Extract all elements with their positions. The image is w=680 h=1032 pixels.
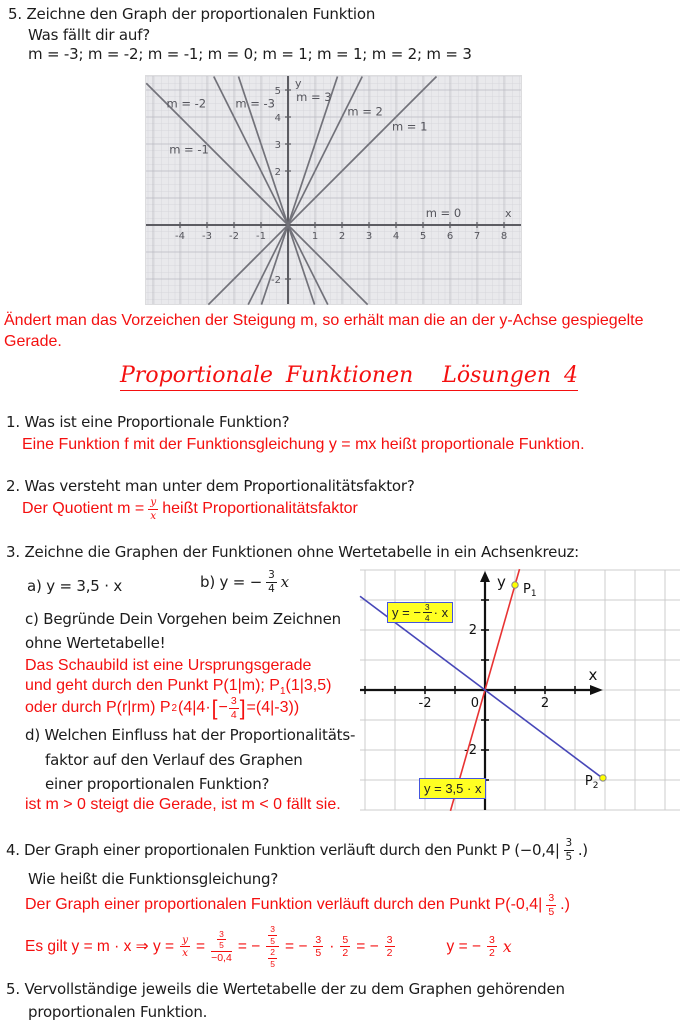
svg-text:5: 5 — [419, 231, 427, 242]
answer-1: Eine Funktion f mit der Funktionsgleichung y = mx heißt proportionale Funktion. — [22, 436, 585, 453]
svg-text:y: y — [497, 573, 506, 591]
svg-text:6: 6 — [446, 231, 454, 242]
svg-text:-3: -3 — [202, 231, 212, 242]
eq-frac-3-2: $\frac{3}{2}$ — [386, 933, 393, 959]
question-3: 3. Zeichne die Graphen der Funktionen ohne Wertetabelle in ein Achsenkreuz: — [6, 543, 580, 561]
svg-text:3: 3 — [274, 140, 281, 151]
eq-label1-post: · x — [433, 605, 449, 620]
q3b-post: x — [280, 573, 289, 591]
svg-text:-2: -2 — [418, 696, 432, 711]
answer-3c-line1: Das Schaubild ist eine Ursprungsgerade — [25, 657, 312, 674]
task5-line1: 5. Zeichne den Graph der proportionalen Funktion — [8, 5, 376, 23]
svg-text:3: 3 — [365, 231, 373, 242]
q3d-line1: d) Welchen Einfluss hat der Proportionalitäts- — [25, 726, 356, 744]
svg-text:-2: -2 — [464, 743, 477, 758]
svg-text:4: 4 — [392, 231, 400, 242]
note-mirror-rule: Ändert man das Vorzeichen der Steigung m, so erhält man die an der y-Achse gespiegelte Gerade. — [4, 312, 644, 350]
svg-text:-2: -2 — [229, 231, 239, 242]
svg-text:2: 2 — [338, 231, 346, 242]
q3b-function — [200, 570, 289, 594]
q3c-line2: ohne Wertetabelle! — [25, 634, 166, 652]
eq-sign-1: = — [196, 937, 206, 955]
question-4-line2: Wie heißt die Funktionsgleichung? — [28, 870, 279, 888]
answer-3c-line3-post: =(4|-3)) — [246, 699, 300, 716]
svg-text:-4: -4 — [175, 231, 185, 242]
answer-4-line1 — [25, 893, 570, 917]
svg-text:5: 5 — [274, 86, 281, 97]
svg-text:2: 2 — [468, 623, 477, 638]
eq-frac-y-x: $\frac{y}{x}$ — [182, 933, 189, 959]
eq-frac-3-5-top2: $\frac{3}{5}$ — [270, 924, 275, 946]
eq-label1-fraction: $\frac{3}{4}$ — [424, 601, 430, 623]
svg-text:m = 0: m = 0 — [425, 205, 462, 220]
eq-frac-3-5: $\frac{3}{5}$ — [315, 933, 322, 959]
question-2: 2. Was versteht man unter dem Proportionalitätsfaktor? — [6, 477, 415, 495]
eq-lead: Es gilt y = m · x ⇒ y = — [25, 938, 175, 955]
a4-pre: Der Graph einer proportionalen Funktion verläuft durch den Punkt P(-0,4| — [25, 896, 543, 913]
right-bracket: ] — [239, 696, 246, 720]
svg-text:7: 7 — [473, 231, 481, 242]
fraction-3-5-q: 3 5 — [565, 837, 572, 863]
eq-times-dot: · — [329, 937, 335, 955]
p1-subscript: 1 — [279, 686, 286, 698]
answer-2 — [22, 497, 358, 521]
title-left: Proportionale Funktionen — [120, 363, 414, 388]
eq-sign-2: = − — [237, 937, 261, 955]
svg-text:P1: $P_1$ — [523, 582, 537, 599]
svg-text:m = -3: m = -3 — [235, 96, 275, 111]
svg-text:4: 4 — [274, 113, 281, 124]
task5-line2: Was fällt dir auf? — [28, 26, 151, 44]
q3d-line2: faktor auf den Verlauf des Graphen — [45, 751, 303, 769]
eq-frac-5-2: $\frac{5}{2}$ — [342, 933, 349, 959]
p2-subscript: 2 — [171, 702, 178, 714]
slope-family-graph-svg — [146, 76, 521, 304]
answer-3c-line3-mid: (4|4· — [178, 699, 211, 716]
eq-label1-pre: y = − — [392, 605, 421, 620]
worksheet-title — [120, 363, 578, 391]
equation-label-35x — [419, 778, 486, 799]
svg-text:0: 0 — [470, 696, 479, 711]
svg-text:m = 2: m = 2 — [347, 104, 383, 119]
eq-sign-3: = − — [284, 937, 308, 955]
answer-3c-line2-post: (1|3,5) — [285, 677, 332, 694]
svg-text:1: 1 — [311, 231, 319, 242]
svg-text:x: x — [505, 207, 512, 220]
answer-3c-line3 — [25, 696, 299, 720]
question-1: 1. Was ist eine Proportionale Funktion? — [6, 413, 290, 431]
fraction-3-5-a: 3 5 — [548, 892, 555, 918]
answer-3c-line2-pre: und geht durch den Punkt P(1|m); P — [25, 677, 280, 694]
task5-slope-list: m = -3; m = -2; m = -1; m = 0; m = 1; m = 1; m = 2; m = 3 — [28, 45, 472, 63]
left-bracket: [ — [211, 696, 218, 720]
fraction-y-x: $\frac{y}{x}$ — [150, 496, 157, 522]
answer-4-equation — [25, 925, 512, 968]
slope-family-graph — [145, 75, 522, 305]
task5b-line2: proportionalen Funktion. — [28, 1003, 208, 1021]
svg-text:2: 2 — [540, 696, 550, 711]
eq-label2-text: y = 3,5 · x — [424, 781, 482, 796]
svg-text:-1: -1 — [256, 231, 266, 242]
svg-text:P2: $P_2$ — [584, 773, 599, 791]
q3d-line3: einer proportionalen Funktion? — [45, 775, 270, 793]
svg-text:8: 8 — [500, 231, 508, 242]
eq-result-frac-3-2: $\frac{3}{2}$ — [488, 933, 495, 959]
eq-result-lead: y = − — [446, 937, 481, 955]
q4-pre: 4. Der Graph einer proportionalen Funktion verläuft durch den Punkt P (−0,4| — [6, 841, 560, 859]
q4-post: .) — [577, 841, 588, 859]
svg-text:x: x — [588, 666, 598, 684]
answer-3d: ist m > 0 steigt die Gerade, ist m < 0 fällt sie. — [25, 796, 341, 813]
two-functions-graph — [360, 569, 680, 810]
eq-frac-2-5-bottom: $\frac{2}{5}$ — [270, 947, 275, 969]
task5b-line1: 5. Vervollständige jeweils die Wertetabelle der zu dem Graphen gehörenden — [6, 980, 565, 998]
eq-frac-nested-1: $\frac{\frac{3}{5}}{-0,4}$ — [211, 928, 232, 964]
fraction-3-4: $\frac{3}{4}$ — [268, 569, 275, 595]
answer-2-pre: Der Quotient m = — [22, 500, 145, 517]
svg-text:m = -1: m = -1 — [169, 142, 209, 157]
svg-text:m = 1: m = 1 — [391, 119, 428, 134]
svg-text:m = -2: m = -2 — [166, 96, 207, 111]
answer-2-post: heißt Proportionalitätsfaktor — [162, 500, 358, 517]
answer-3c-line2 — [25, 677, 331, 697]
a4-post: .) — [560, 896, 570, 913]
eq-result-x: x — [502, 937, 512, 956]
equation-label-neg34x — [387, 602, 453, 623]
title-right: Lösungen 4 — [442, 363, 578, 388]
q3a-function: a) y = 3,5 · x — [27, 577, 123, 595]
fraction-3-4-bracket: $\frac{3}{4}$ — [230, 695, 237, 721]
eq-frac-3-5-top: $\frac{3}{5}$ — [219, 928, 224, 951]
svg-text:-2: -2 — [271, 275, 281, 286]
minus-sign: − — [218, 699, 228, 716]
svg-text:m = 3: m = 3 — [296, 89, 332, 104]
svg-text:y: y — [295, 77, 302, 90]
question-4-line1 — [6, 838, 588, 862]
eq-frac-nested-2 — [266, 925, 279, 968]
q3c-line1: c) Begründe Dein Vorgehen beim Zeichnen — [25, 610, 341, 628]
q3b-pre: b) y = − — [200, 573, 263, 591]
eq-sign-4: = − — [356, 937, 379, 955]
svg-text:2: 2 — [274, 167, 281, 178]
answer-3c-line3-pre: oder durch P(r|rm) P — [25, 699, 171, 716]
